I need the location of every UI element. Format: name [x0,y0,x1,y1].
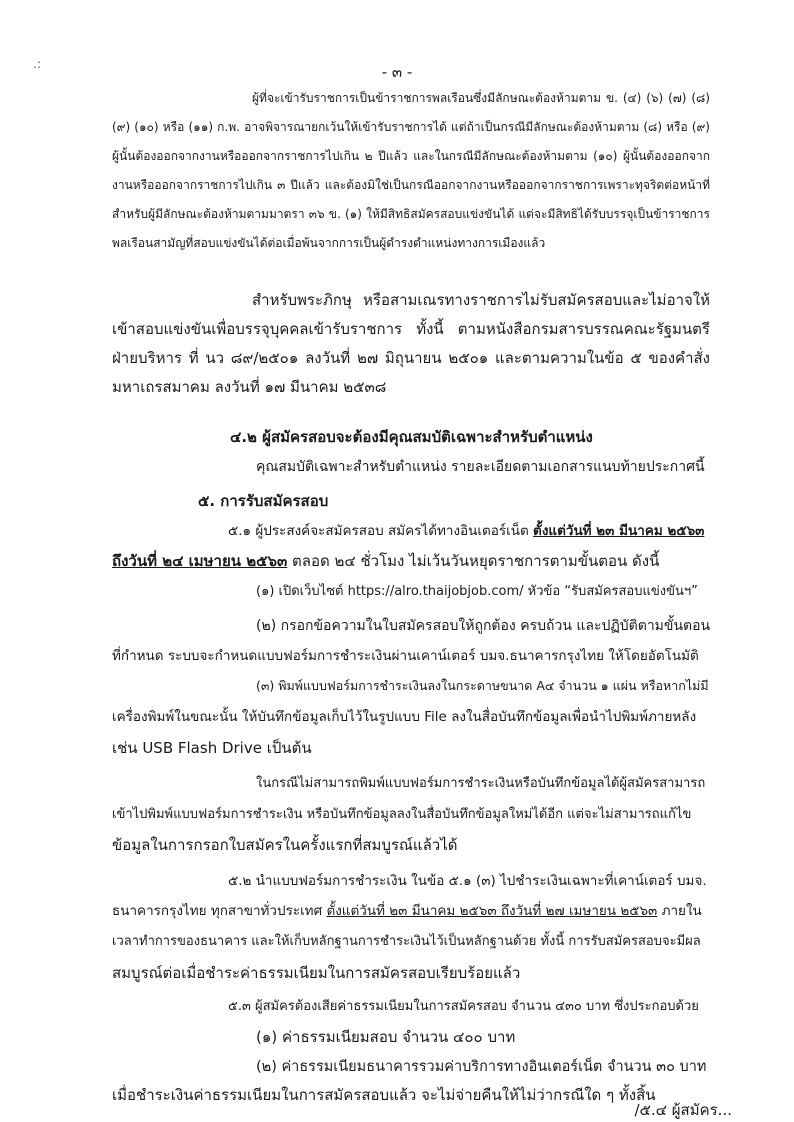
item-5-3-fee1: (๑) ค่าธรรมเนียมสอบ จำนวน ๔๐๐ บาท [256,1028,516,1046]
item-5-1-lead: ๕.๑ ผู้ประสงค์จะสมัครสอบ สมัครได้ทางอินเตอร์เน็ต [228,523,529,539]
section-4-2-heading: ๔.๒ ผู้สมัครสอบจะต้องมีคุณสมบัติเฉพาะสำหรับตำแหน่ง [230,428,593,446]
item-5-2-lead: ธนาคารกรุงไทย ทุกสาขาทั่วประเทศ [112,903,323,919]
item-5-1-line1 [228,518,704,544]
item-5-2-tail: ภายใน [661,903,702,919]
item-5-1-period-end: ถึงวันที่ ๒๔ เมษายน ๒๕๖๓ [112,552,288,570]
item-5-3-fee2: (๒) ค่าธรรมเนียมธนาคารรวมค่าบริการทางอินเตอร์เน็ต จำนวน ๓๐ บาท [256,1059,707,1075]
paragraph-monks: สำหรับพระภิกษุ หรือสามเณรทางราชการไม่รับสมัครสอบและไม่อาจให้เข้าสอบแข่งขันเพื่อบรรจุบุคคลเข้ารับราชการ ทั้งนี้ ตามหนังสือกรมสารบรรณคณะรัฐมนตรีฝ่ายบริหาร ที่ นว ๘๙/๒๕๐๑ ลงวันที่ ๒๗ มิถุนายน ๒๕๐๑ และตามความในข้อ ๕ ของคำสั่งมหาเถรสมาคม ลงวันที่ ๑๗ มีนาคม ๒๕๓๘ [112,291,710,396]
paragraph-disqualification: ผู้ที่จะเข้ารับราชการเป็นข้าราชการพลเรือนซึ่งมีลักษณะต้องห้ามตาม ข. (๔) (๖) (๗) (๘) (๙) (๑๐) หรือ (๑๑) ก.พ. อาจพิจารณายกเว้นให้เข้ารับราชการได้ แต่ถ้าเป็นกรณีมีลักษณะต้องห้ามตาม (๘) หรือ (๙) ผู้นั้นต้องออกจากงานหรือออกจากราชการไปเกิน ๒ ปีแล้ว และในกรณีมีลักษณะต้องห้ามตาม (๑๐) ผู้นั้นต้องออกจากงานหรือออกจากราชการไปเกิน ๓ ปีแล้ว และต้องมิใช่เป็นกรณีออกจากงานหรือออกจากราชการเพราะทุจริตต่อหน้าที่ สำหรับผู้มีลักษณะต้องห้ามตามมาตรา ๓๖ ข. (๑) ให้มีสิทธิสมัครสอบแข่งขันได้ แต่จะมีสิทธิได้รับบรรจุเป็นข้าราชการพลเรือนสามัญที่สอบแข่งขันได้ต่อเมื่อพ้นจากการเป็นผู้ดำรงตำแหน่งทางการเมืองแล้ว [112,91,710,250]
item-5-2-line3: เวลาทำการของธนาคาร และให้เก็บหลักฐานการชำระเงินไว้เป็นหลักฐานด้วย ทั้งนี้ การรับสมัครสอบจะมีผล [112,934,701,949]
item-5-1-step3-b: เครื่องพิมพ์ในขณะนั้น ให้บันทึกข้อมูลเก็บไว้ในรูปแบบ File ลงในสื่อบันทึกข้อมูลเพื่อนำไปพิมพ์ภายหลัง [112,709,697,725]
item-5-1-step2-a: (๒) กรอกข้อความในใบสมัครสอบให้ถูกต้อง ครบถ้วน และปฏิบัติตามขั้นตอน [256,618,711,634]
section-4-2-detail: คุณสมบัติเฉพาะสำหรับตำแหน่ง รายละเอียดตามเอกสารแนบท้ายประกาศนี้ [256,459,705,475]
item-5-1-note-a: ในกรณีไม่สามารถพิมพ์แบบฟอร์มการชำระเงินหรือบันทึกข้อมูลได้ผู้สมัครสามารถ [256,776,706,791]
scan-speck: .: [33,57,41,71]
item-5-1-tail: ตลอด ๒๔ ชั่วโมง ไม่เว้นวันหยุดราชการตามขั้นตอน ดังนี้ [292,552,660,570]
item-5-1-step3-c: เช่น USB Flash Drive เป็นต้น [112,739,312,757]
item-5-2-line1: ๕.๒ นำแบบฟอร์มการชำระเงิน ในข้อ ๕.๑ (๓) ไปชำระเงินเฉพาะที่เคาน์เตอร์ บมจ. [228,873,707,889]
item-5-1-note-c: ข้อมูลในการกรอกใบสมัครในครั้งแรกที่สมบูรณ์แล้วได้ [112,836,458,854]
item-5-2-line4: สมบูรณ์ต่อเมื่อชำระค่าธรรมเนียมในการสมัครสอบเรียบร้อยแล้ว [112,964,521,982]
item-5-1-period-start: ตั้งแต่วันที่ ๒๓ มีนาคม ๒๕๖๓ [533,523,705,539]
page-number: - ๓ - [381,63,413,81]
item-5-2-line2 [112,898,702,924]
item-5-1-step1: (๑) เปิดเว็บไซต์ https://alro.thaijobjob.com/ หัวข้อ “รับสมัครสอบแข่งขันฯ” [256,584,698,599]
item-5-1-line2 [112,548,659,574]
section-5-heading: ๕. การรับสมัครสอบ [198,492,329,510]
item-5-2-period: ตั้งแต่วันที่ ๒๓ มีนาคม ๒๕๖๓ ถึงวันที่ ๒๗ เมษายน ๒๕๖๓ [326,903,658,919]
page-continuation: /๕.๔ ผู้สมัคร... [634,1101,732,1119]
item-5-3-refund: เมื่อชำระเงินค่าธรรมเนียมในการสมัครสอบแล้ว จะไม่จ่ายคืนให้ไม่ว่ากรณีใด ๆ ทั้งสิ้น [112,1086,656,1104]
item-5-1-step3-a: (๓) พิมพ์แบบฟอร์มการชำระเงินลงในกระดาษขนาด A๔ จำนวน ๑ แผ่น หรือหากไม่มี [256,678,709,693]
item-5-1-step2-b: ที่กำหนด ระบบจะกำหนดแบบฟอร์มการชำระเงินผ่านเคาน์เตอร์ บมจ.ธนาคารกรุงไทย ให้โดยอัตโนมัติ [112,648,699,664]
item-5-3-line1: ๕.๓ ผู้สมัครต้องเสียค่าธรรมเนียมในการสมัครสอบ จำนวน ๔๓๐ บาท ซึ่งประกอบด้วย [228,999,699,1014]
item-5-1-note-b: เข้าไปพิมพ์แบบฟอร์มการชำระเงิน หรือบันทึกข้อมูลลงในสื่อบันทึกข้อมูลใหม่ได้อีก แต่จะไม่สามารถแก้ไข [112,807,692,822]
